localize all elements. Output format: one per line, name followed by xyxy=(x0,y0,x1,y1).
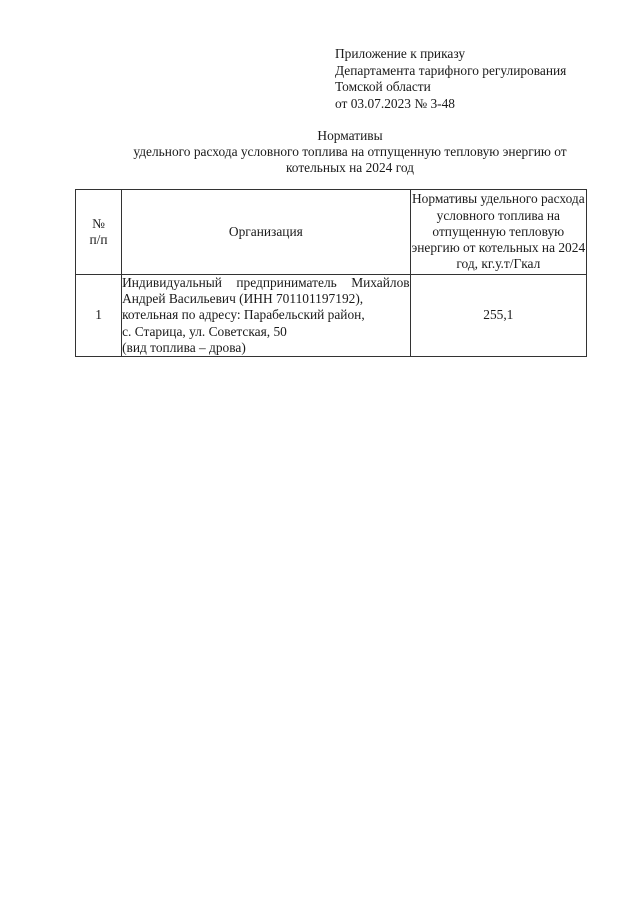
appendix-block xyxy=(335,46,566,112)
norms-table xyxy=(75,189,587,357)
org-line: котельная по адресу: Парабельский район, xyxy=(122,307,365,323)
document-title xyxy=(0,128,640,176)
header-norm-value: Нормативы удельного расхода условного топлива на отпущенную тепловую энергию от котельных на 2024 год, кг.у.т/Гкал xyxy=(410,190,586,275)
title-line: удельного расхода условного топлива на отпущенную тепловую энергию от xyxy=(133,144,567,159)
org-word: Индивидуальный xyxy=(122,275,222,290)
row-organization xyxy=(122,275,411,357)
appendix-line: Томской области xyxy=(335,79,431,94)
header-organization: Организация xyxy=(122,190,411,275)
header-number-line1: № xyxy=(92,215,105,231)
org-line: с. Старица, ул. Советская, 50 xyxy=(122,323,287,339)
appendix-line: от 03.07.2023 № 3-48 xyxy=(335,95,455,111)
title-line: котельных на 2024 год xyxy=(285,160,414,175)
header-number xyxy=(76,190,122,275)
org-line: Андрей Васильевич (ИНН 701101197192), xyxy=(122,291,364,307)
row-number: 1 xyxy=(76,275,122,357)
org-word: Михайлов xyxy=(351,275,410,290)
org-word: предприниматель xyxy=(236,275,337,290)
table-header-row xyxy=(76,190,587,275)
title-line: Нормативы xyxy=(317,128,383,143)
org-line: (вид топлива – дрова) xyxy=(122,339,246,355)
row-norm-value: 255,1 xyxy=(410,275,586,357)
org-first-line xyxy=(122,275,410,291)
appendix-line: Департамента тарифного регулирования xyxy=(335,62,567,78)
header-number-line2: п/п xyxy=(89,232,108,247)
table-row xyxy=(76,275,587,357)
appendix-line: Приложение к приказу xyxy=(335,46,466,61)
